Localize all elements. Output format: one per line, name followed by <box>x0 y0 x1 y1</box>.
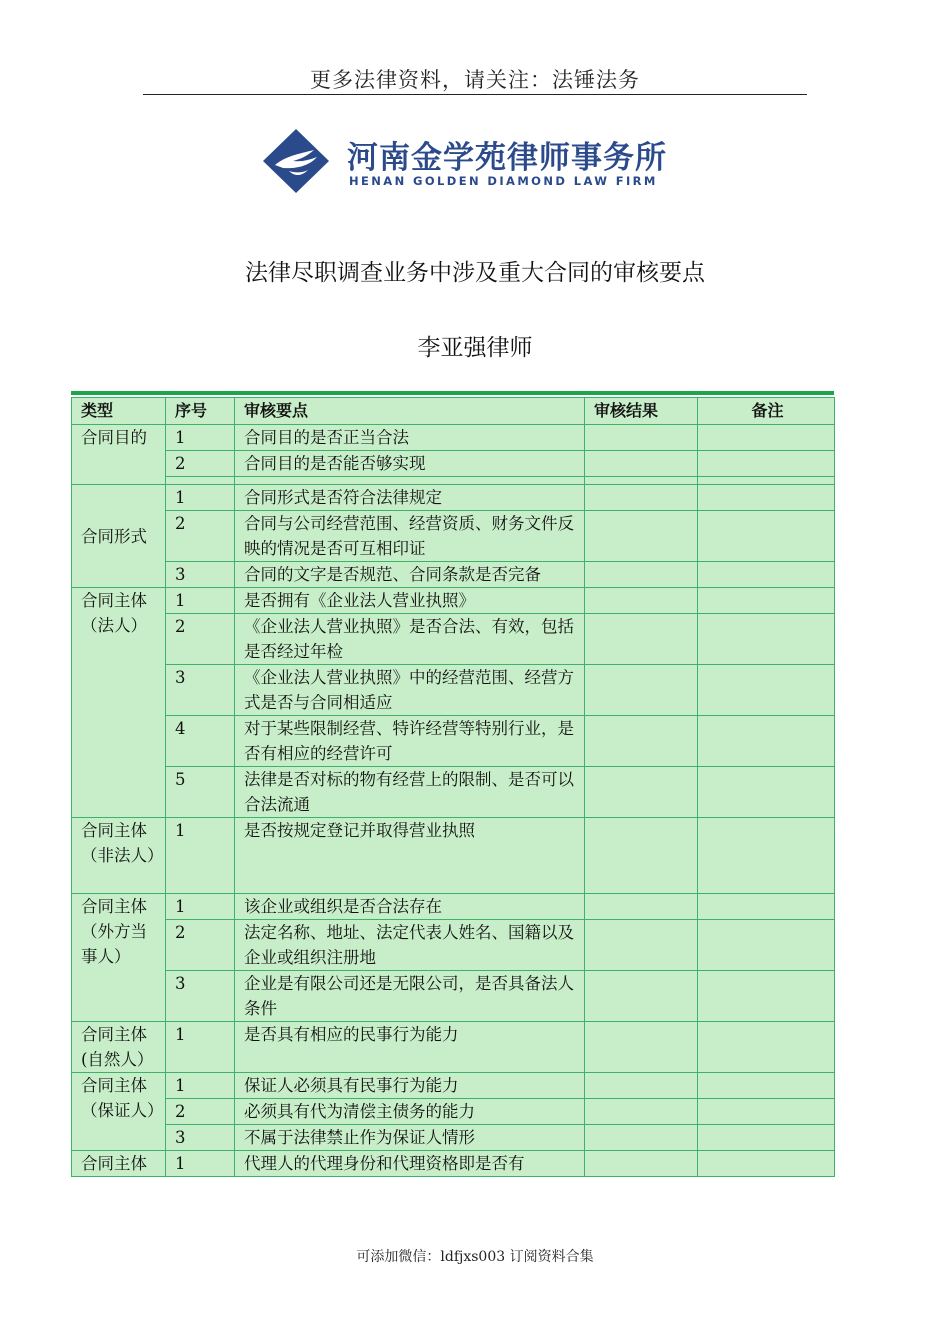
spacer-cell <box>698 477 835 485</box>
note-cell <box>698 588 835 614</box>
point-cell: 该企业或组织是否合法存在 <box>235 894 585 920</box>
note-cell <box>698 1099 835 1125</box>
table-row <box>72 716 835 767</box>
point-cell: 合同目的是否正当合法 <box>235 425 585 451</box>
firm-name-chinese: 河南金学苑律师事务所 <box>347 140 667 176</box>
seq-cell: 3 <box>166 971 235 1022</box>
seq-cell: 1 <box>166 894 235 920</box>
point-cell: 《企业法人营业执照》中的经营范围、经营方式是否与合同相适应 <box>235 665 585 716</box>
note-cell <box>698 562 835 588</box>
result-cell <box>585 716 698 767</box>
result-cell <box>585 818 698 894</box>
point-cell: 《企业法人营业执照》是否合法、有效，包括是否经过年检 <box>235 614 585 665</box>
point-cell: 法律是否对标的物有经营上的限制、是否可以合法流通 <box>235 767 585 818</box>
seq-cell: 2 <box>166 451 235 477</box>
result-cell <box>585 588 698 614</box>
diamond-bird-emblem-icon <box>262 128 330 194</box>
seq-cell: 2 <box>166 1099 235 1125</box>
note-cell <box>698 485 835 511</box>
header-text: 更多法律资料，请关注：法锤法务 <box>310 68 640 92</box>
seq-cell: 1 <box>166 1073 235 1099</box>
point-cell: 法定名称、地址、法定代表人姓名、国籍以及企业或组织注册地 <box>235 920 585 971</box>
type-cell: 合同目的 <box>72 425 166 485</box>
point-cell: 是否拥有《企业法人营业执照》 <box>235 588 585 614</box>
spacer-cell <box>235 477 585 485</box>
seq-cell: 3 <box>166 665 235 716</box>
type-cell: 合同主体(自然人） <box>72 1022 166 1073</box>
result-cell <box>585 562 698 588</box>
table-row <box>72 665 835 716</box>
col-header-point: 审核要点 <box>235 398 585 425</box>
result-cell <box>585 1151 698 1177</box>
result-cell <box>585 451 698 477</box>
seq-cell: 1 <box>166 1022 235 1073</box>
header-divider <box>143 94 807 95</box>
seq-cell: 4 <box>166 716 235 767</box>
document-author: 李亚强律师 <box>417 335 533 361</box>
table-row <box>72 485 835 511</box>
point-cell: 企业是有限公司还是无限公司，是否具备法人条件 <box>235 971 585 1022</box>
result-cell <box>585 767 698 818</box>
table-row <box>72 1073 835 1099</box>
type-cell: 合同主体（法人） <box>72 588 166 818</box>
point-cell: 对于某些限制经营、特许经营等特别行业，是否有相应的经营许可 <box>235 716 585 767</box>
table-row <box>72 451 835 477</box>
result-cell <box>585 894 698 920</box>
seq-cell: 1 <box>166 1151 235 1177</box>
table-row <box>72 1099 835 1125</box>
seq-cell: 2 <box>166 614 235 665</box>
note-cell <box>698 665 835 716</box>
table-row <box>72 767 835 818</box>
seq-cell: 2 <box>166 920 235 971</box>
seq-cell: 3 <box>166 1125 235 1151</box>
col-header-type: 类型 <box>72 398 166 425</box>
table-row <box>72 511 835 562</box>
result-cell <box>585 920 698 971</box>
seq-cell: 1 <box>166 588 235 614</box>
table-spacer-row <box>72 477 835 485</box>
type-cell: 合同主体（外方当事人） <box>72 894 166 1022</box>
table-row <box>72 562 835 588</box>
table-row <box>72 425 835 451</box>
point-cell: 合同目的是否能否够实现 <box>235 451 585 477</box>
table-row <box>72 920 835 971</box>
firm-name-english: HENAN GOLDEN DIAMOND LAW FIRM <box>349 174 658 188</box>
note-cell <box>698 971 835 1022</box>
point-cell: 必须具有代为清偿主债务的能力 <box>235 1099 585 1125</box>
note-cell <box>698 894 835 920</box>
type-cell: 合同主体 <box>72 1151 166 1177</box>
table-row <box>72 614 835 665</box>
table-header-row <box>72 398 835 425</box>
table-row <box>72 1125 835 1151</box>
note-cell <box>698 716 835 767</box>
point-cell: 不属于法律禁止作为保证人情形 <box>235 1125 585 1151</box>
review-points-table <box>71 397 835 1177</box>
result-cell <box>585 485 698 511</box>
point-cell: 是否具有相应的民事行为能力 <box>235 1022 585 1073</box>
type-cell: 合同主体（非法人） <box>72 818 166 894</box>
point-cell: 合同与公司经营范围、经营资质、财务文件反映的情况是否可互相印证 <box>235 511 585 562</box>
note-cell <box>698 614 835 665</box>
point-cell: 代理人的代理身份和代理资格即是否有 <box>235 1151 585 1177</box>
type-cell: 合同形式 <box>72 485 166 588</box>
result-cell <box>585 614 698 665</box>
point-cell: 合同的文字是否规范、合同条款是否完备 <box>235 562 585 588</box>
col-header-result: 审核结果 <box>585 398 698 425</box>
spacer-cell <box>585 477 698 485</box>
footer-text: 可添加微信：ldfjxs003 订阅资料合集 <box>356 1249 594 1265</box>
table-row <box>72 1022 835 1073</box>
table-row <box>72 818 835 894</box>
seq-cell: 1 <box>166 485 235 511</box>
table-row <box>72 894 835 920</box>
note-cell <box>698 511 835 562</box>
result-cell <box>585 1125 698 1151</box>
table-top-rule <box>71 391 834 395</box>
spacer-cell <box>166 477 235 485</box>
point-cell: 合同形式是否符合法律规定 <box>235 485 585 511</box>
seq-cell: 2 <box>166 511 235 562</box>
note-cell <box>698 1022 835 1073</box>
col-header-seq: 序号 <box>166 398 235 425</box>
result-cell <box>585 1073 698 1099</box>
result-cell <box>585 425 698 451</box>
point-cell: 是否按规定登记并取得营业执照 <box>235 818 585 894</box>
note-cell <box>698 1073 835 1099</box>
note-cell <box>698 920 835 971</box>
table-row <box>72 1151 835 1177</box>
law-firm-logo <box>262 128 692 194</box>
table-row <box>72 588 835 614</box>
note-cell <box>698 818 835 894</box>
point-cell: 保证人必须具有民事行为能力 <box>235 1073 585 1099</box>
seq-cell: 3 <box>166 562 235 588</box>
note-cell <box>698 451 835 477</box>
seq-cell: 5 <box>166 767 235 818</box>
note-cell <box>698 767 835 818</box>
result-cell <box>585 971 698 1022</box>
result-cell <box>585 1022 698 1073</box>
type-cell: 合同主体（保证人） <box>72 1073 166 1151</box>
result-cell <box>585 511 698 562</box>
result-cell <box>585 665 698 716</box>
note-cell <box>698 1151 835 1177</box>
note-cell <box>698 1125 835 1151</box>
seq-cell: 1 <box>166 818 235 894</box>
col-header-note: 备注 <box>698 398 835 425</box>
result-cell <box>585 1099 698 1125</box>
table-row <box>72 971 835 1022</box>
note-cell <box>698 425 835 451</box>
document-title: 法律尽职调查业务中涉及重大合同的审核要点 <box>245 260 705 286</box>
seq-cell: 1 <box>166 425 235 451</box>
